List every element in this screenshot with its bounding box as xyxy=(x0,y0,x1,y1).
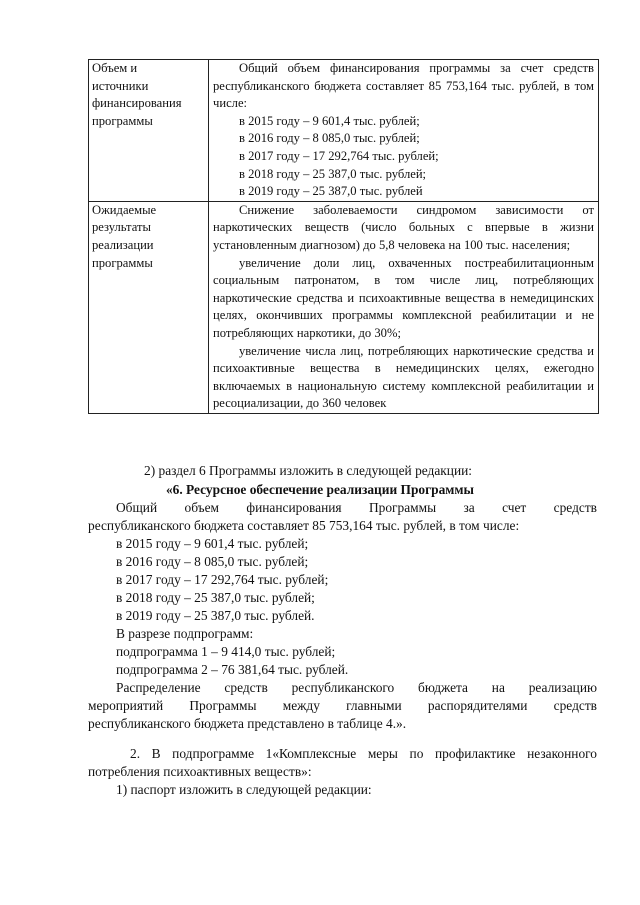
results-paragraph-3: увеличение числа лиц, потребляющих наркотические средства и психоактивные вещества в немедицинских целях, ежегодно включаемых в национальную систему комплексной реабилитации и ресоциализации, до 360 человек xyxy=(213,343,594,411)
passport-table xyxy=(88,59,599,414)
label-line: программы xyxy=(92,255,153,270)
financing-value-cell xyxy=(209,60,599,202)
financing-year-2019: в 2019 году – 25 387,0 тыс. рублей xyxy=(239,184,423,199)
item-2-text: 2) раздел 6 Программы изложить в следующей редакции: xyxy=(144,463,473,478)
distribution-line-3: республиканского бюджета представлено в таблице 4.». xyxy=(88,716,407,731)
results-paragraph-1: Снижение заболеваемости синдромом зависимости от наркотических веществ (число больных с впервые в жизни установленным диагнозом) до 5,8 человека на 100 тыс. населения; xyxy=(213,202,594,252)
financing-intro: Общий объем финансирования программы за счет средств республиканского бюджета составляет 85 753,164 тыс. рублей, в том числе: xyxy=(213,61,594,111)
distribution-line-1: Распределение средств республиканского бюджета на реализацию xyxy=(116,680,597,695)
subprograms-title: В разрезе подпрограмм: xyxy=(116,626,254,641)
results-value-cell xyxy=(209,201,599,413)
label-line: финансирования xyxy=(92,96,182,111)
financing-year-2015: в 2015 году – 9 601,4 тыс. рублей; xyxy=(239,113,420,128)
financing-label-cell xyxy=(89,60,209,202)
distribution-line-2: мероприятий Программы между главными распорядителями средств xyxy=(88,698,597,713)
label-line: результаты xyxy=(92,220,151,235)
label-line: Объем и xyxy=(92,61,138,75)
label-line: программы xyxy=(92,113,153,128)
label-line: реализации xyxy=(92,237,154,252)
section-year-2016: в 2016 году – 8 085,0 тыс. рублей; xyxy=(116,554,309,569)
section-intro-line-1: Общий объем финансирования Программы за счет средств xyxy=(116,500,597,515)
results-paragraph-2: увеличение доли лиц, охваченных постреабилитационным социальным патронатом, в том числе лиц, потребляющих наркотические средства и психоактивные вещества в немедицинских целях, окончивших программы комплексной реабилитации и не потребляющих наркотики, до 30%; xyxy=(213,255,594,340)
section-intro-line-2: республиканского бюджета составляет 85 753,164 тыс. рублей, в том числе: xyxy=(88,518,520,533)
section-year-2019: в 2019 году – 25 387,0 тыс. рублей. xyxy=(116,608,315,623)
table-row-financing xyxy=(89,60,599,202)
section-year-2018: в 2018 году – 25 387,0 тыс. рублей; xyxy=(116,590,315,605)
point-2-item-1: 1) паспорт изложить в следующей редакции: xyxy=(116,782,372,797)
point-2-line-1: 2. В подпрограмме 1«Комплексные меры по профилактике незаконного xyxy=(130,746,597,761)
section-year-2015: в 2015 году – 9 601,4 тыс. рублей; xyxy=(116,536,309,551)
financing-year-2017: в 2017 году – 17 292,764 тыс. рублей; xyxy=(239,148,439,163)
label-line: источники xyxy=(92,78,149,93)
point-2-line-2: потребления психоактивных веществ»: xyxy=(88,764,312,779)
results-label-cell xyxy=(89,201,209,413)
table-row-results xyxy=(89,201,599,413)
financing-year-2016: в 2016 году – 8 085,0 тыс. рублей; xyxy=(239,131,420,146)
financing-year-2018: в 2018 году – 25 387,0 тыс. рублей; xyxy=(239,166,427,181)
section-6-heading: «6. Ресурсное обеспечение реализации Программы xyxy=(165,482,475,497)
section-year-2017: в 2017 году – 17 292,764 тыс. рублей; xyxy=(116,572,329,587)
subprogram-1: подпрограмма 1 – 9 414,0 тыс. рублей; xyxy=(116,644,336,659)
label-line: Ожидаемые xyxy=(92,202,157,217)
subprogram-2: подпрограмма 2 – 76 381,64 тыс. рублей. xyxy=(116,662,349,677)
